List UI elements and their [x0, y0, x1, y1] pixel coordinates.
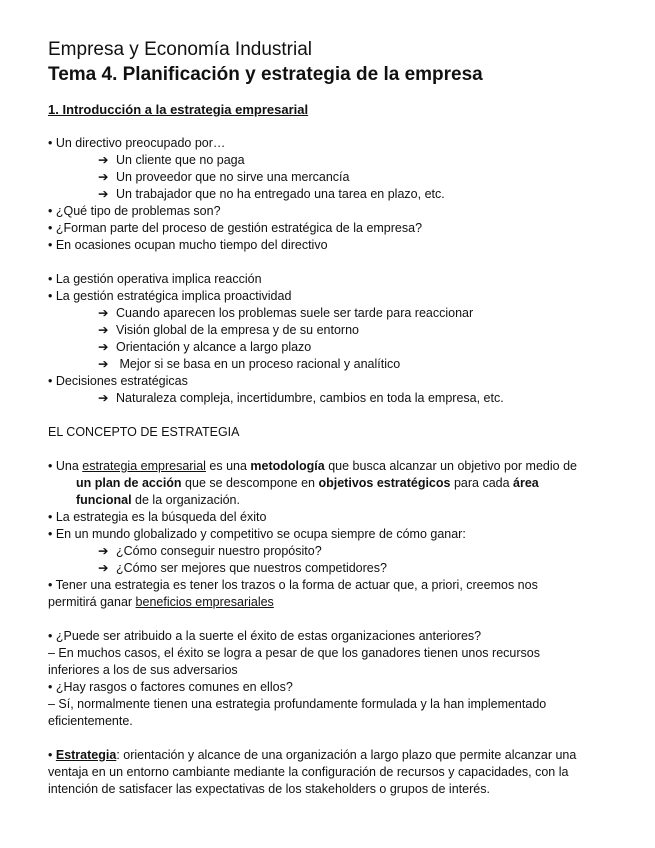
question-item: • ¿Hay rasgos o factores comunes en ellos? — [48, 680, 293, 694]
arrow-item: ➔ Visión global de la empresa y de su entorno — [98, 323, 359, 337]
arrow-item: ➔ Un trabajador que no ha entregado una tarea en plazo, etc. — [98, 187, 445, 201]
concept-heading: EL CONCEPTO DE ESTRATEGIA — [48, 425, 240, 439]
arrow-icon: ➔ — [98, 170, 109, 184]
arrow-item: ➔ Cuando aparecen los problemas suele ser tarde para reaccionar — [98, 306, 474, 320]
bullet-item: • Decisiones estratégicas — [48, 374, 188, 388]
arrow-icon: ➔ — [98, 391, 109, 405]
arrow-icon: ➔ — [98, 340, 109, 354]
arrow-item: ➔ ¿Cómo conseguir nuestro propósito? — [98, 544, 322, 558]
arrow-item: ➔ Naturaleza compleja, incertidumbre, cambios en toda la empresa, etc. — [98, 391, 504, 405]
arrow-icon: ➔ — [98, 357, 109, 371]
arrow-item: ➔ Un cliente que no paga — [98, 153, 245, 167]
bullet-item: • En un mundo globalizado y competitivo se ocupa siempre de cómo ganar: — [48, 527, 466, 541]
definition-paragraph-cont: un plan de acción que se descompone en objetivos estratégicos para cada área — [76, 476, 539, 490]
bullet-item: • La gestión operativa implica reacción — [48, 272, 262, 286]
arrow-icon: ➔ — [98, 561, 109, 575]
bullet-item: • Un directivo preocupado por… — [48, 136, 226, 150]
definition-paragraph-cont: funcional de la organización. — [76, 493, 240, 507]
question-item: • ¿Puede ser atribuido a la suerte el éxito de estas organizaciones anteriores? — [48, 629, 482, 643]
bullet-item: • Tener una estrategia es tener los trazos o la forma de actuar que, a priori, creemos nos — [48, 578, 538, 592]
strategy-definition-cont: intención de satisfacer las expectativas de los stakeholders o grupos de interés. — [48, 782, 490, 796]
course-title: Empresa y Economía Industrial — [48, 39, 313, 60]
definition-paragraph: • Una estrategia empresarial es una metodología que busca alcanzar un objetivo por medio de — [48, 459, 577, 473]
arrow-icon: ➔ — [98, 153, 109, 167]
bullet-item: • La estrategia es la búsqueda del éxito — [48, 510, 267, 524]
arrow-icon: ➔ — [98, 544, 109, 558]
bullet-item: • ¿Forman parte del proceso de gestión estratégica de la empresa? — [48, 221, 423, 235]
arrow-icon: ➔ — [98, 187, 109, 201]
answer-item: – Sí, normalmente tienen una estrategia profundamente formulada y la han implementado — [48, 697, 547, 711]
answer-item-cont: inferiores a los de sus adversarios — [48, 663, 238, 677]
strategy-link[interactable]: estrategia empresarial — [82, 459, 206, 473]
arrow-icon: ➔ — [98, 306, 109, 320]
strategy-definition: • Estrategia: orientación y alcance de una organización a largo plazo que permite alcanzar una — [48, 748, 577, 762]
answer-item: – En muchos casos, el éxito se logra a pesar de que los ganadores tienen unos recursos — [48, 646, 540, 660]
bullet-item: • La gestión estratégica implica proactividad — [48, 289, 292, 303]
strategy-term: Estrategia — [55, 748, 117, 762]
bullet-item-cont: permitirá ganar beneficios empresariales — [48, 595, 274, 609]
arrow-item: ➔ Orientación y alcance a largo plazo — [98, 340, 312, 354]
arrow-item: ➔ Un proveedor que no sirve una mercancía — [98, 170, 350, 184]
arrow-item: ➔ ¿Cómo ser mejores que nuestros competidores? — [98, 561, 387, 575]
topic-title: Tema 4. Planificación y estrategia de la empresa — [48, 64, 483, 85]
arrow-icon: ➔ — [98, 323, 109, 337]
answer-item-cont: eficientemente. — [48, 714, 133, 728]
bullet-item: • ¿Qué tipo de problemas son? — [48, 204, 221, 218]
bullet-item: • En ocasiones ocupan mucho tiempo del directivo — [48, 238, 328, 252]
arrow-item: ➔ Mejor si se basa en un proceso racional y analítico — [98, 357, 401, 371]
profit-link[interactable]: beneficios empresariales — [135, 595, 274, 609]
strategy-definition-cont: ventaja en un entorno cambiante mediante la configuración de recursos y capacidades, con la — [48, 765, 569, 779]
section-heading: 1. Introducción a la estrategia empresarial — [48, 102, 309, 117]
